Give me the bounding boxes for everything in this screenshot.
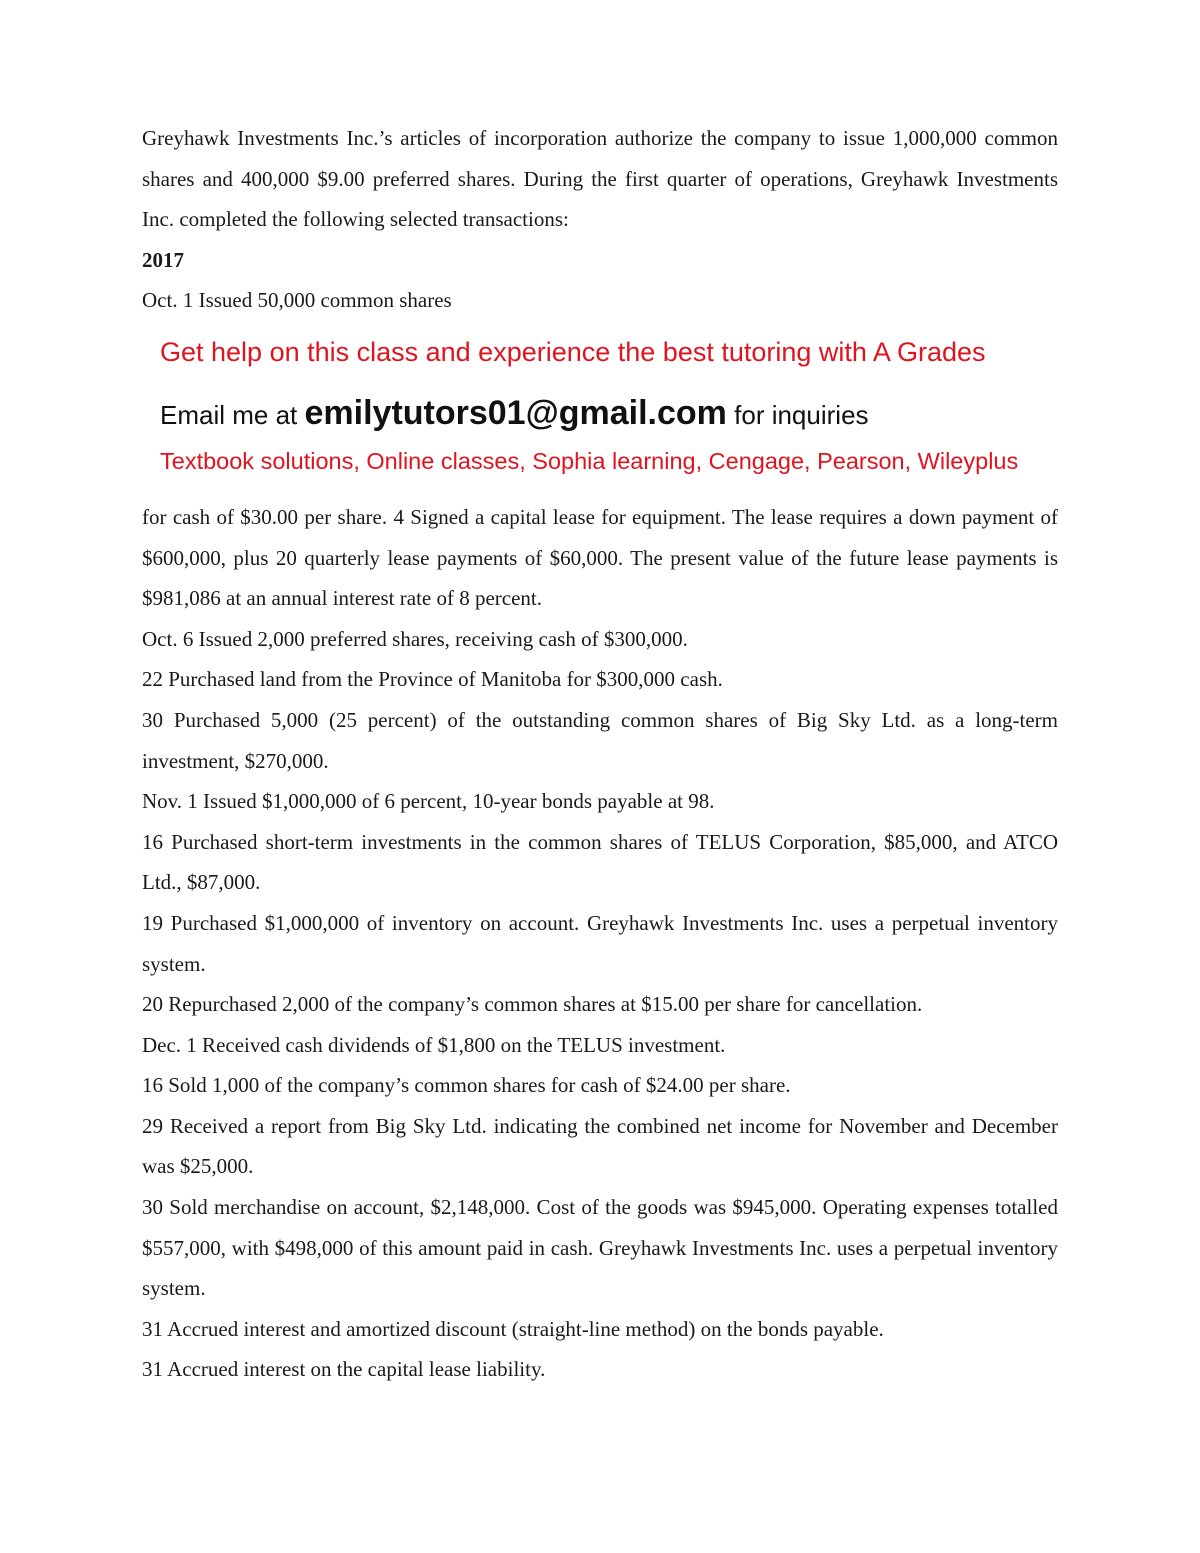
transaction-paragraph: 19 Purchased $1,000,000 of inventory on account. Greyhawk Investments Inc. uses a perpetual inventory system. xyxy=(142,910,1058,976)
document-body xyxy=(142,118,1058,1390)
intro-paragraph: Greyhawk Investments Inc.’s articles of incorporation authorize the company to issue 1,000,000 common shares and 400,000 $9.00 preferred shares. During the first quarter of operations, Greyhawk Investments Inc. completed the following selected transactions: xyxy=(142,126,1058,232)
ad-contact-suffix: for inquiries xyxy=(726,399,869,430)
ad-email: emilytutors01@gmail.com xyxy=(304,393,727,432)
transaction-paragraph: Dec. 1 Received cash dividends of $1,800 on the TELUS investment. xyxy=(142,1032,726,1057)
transaction-paragraph: 31 Accrued interest on the capital lease liability. xyxy=(142,1357,546,1382)
transaction-paragraph: 20 Repurchased 2,000 of the company’s common shares at $15.00 per share for cancellation. xyxy=(142,992,923,1017)
transaction-paragraph: 16 Sold 1,000 of the company’s common shares for cash of $24.00 per share. xyxy=(142,1073,791,1098)
transaction-paragraph: 31 Accrued interest and amortized discount (straight-line method) on the bonds payable. xyxy=(142,1316,884,1341)
ad-services: Textbook solutions, Online classes, Sophia learning, Cengage, Pearson, Wileyplus xyxy=(160,447,1019,474)
ad-contact-prefix: Email me at xyxy=(160,399,305,430)
transaction-oct-1: Oct. 1 Issued 50,000 common shares xyxy=(142,288,452,313)
transaction-paragraph: Nov. 1 Issued $1,000,000 of 6 percent, 10-year bonds payable at 98. xyxy=(142,789,715,814)
ad-contact xyxy=(160,393,1058,439)
transaction-paragraph: for cash of $30.00 per share. 4 Signed a capital lease for equipment. The lease requires a down payment of $600,000, plus 20 quarterly lease payments of $60,000. The present value of the future lease payments is $981,086 at an annual interest rate of 8 percent. xyxy=(142,504,1058,611)
year-heading: 2017 xyxy=(142,247,184,272)
transaction-paragraph: 16 Purchased short-term investments in the common shares of TELUS Corporation, $85,000, and ATCO Ltd., $87,000. xyxy=(142,829,1058,895)
transaction-paragraph: 30 Sold merchandise on account, $2,148,000. Cost of the goods was $945,000. Operating expenses totalled $557,000, with $498,000 of this amount paid in cash. Greyhawk Investments Inc. uses a perpetual inventory system. xyxy=(142,1195,1058,1301)
transaction-paragraph: 30 Purchased 5,000 (25 percent) of the outstanding common shares of Big Sky Ltd. as a long-term investment, $270,000. xyxy=(142,707,1058,773)
transaction-paragraph: 22 Purchased land from the Province of Manitoba for $300,000 cash. xyxy=(142,667,723,692)
transaction-paragraph: Oct. 6 Issued 2,000 preferred shares, receiving cash of $300,000. xyxy=(142,626,688,651)
ad-headline: Get help on this class and experience the best tutoring with A Grades xyxy=(160,336,986,367)
transaction-paragraph: 29 Received a report from Big Sky Ltd. indicating the combined net income for November and December was $25,000. xyxy=(142,1113,1058,1179)
